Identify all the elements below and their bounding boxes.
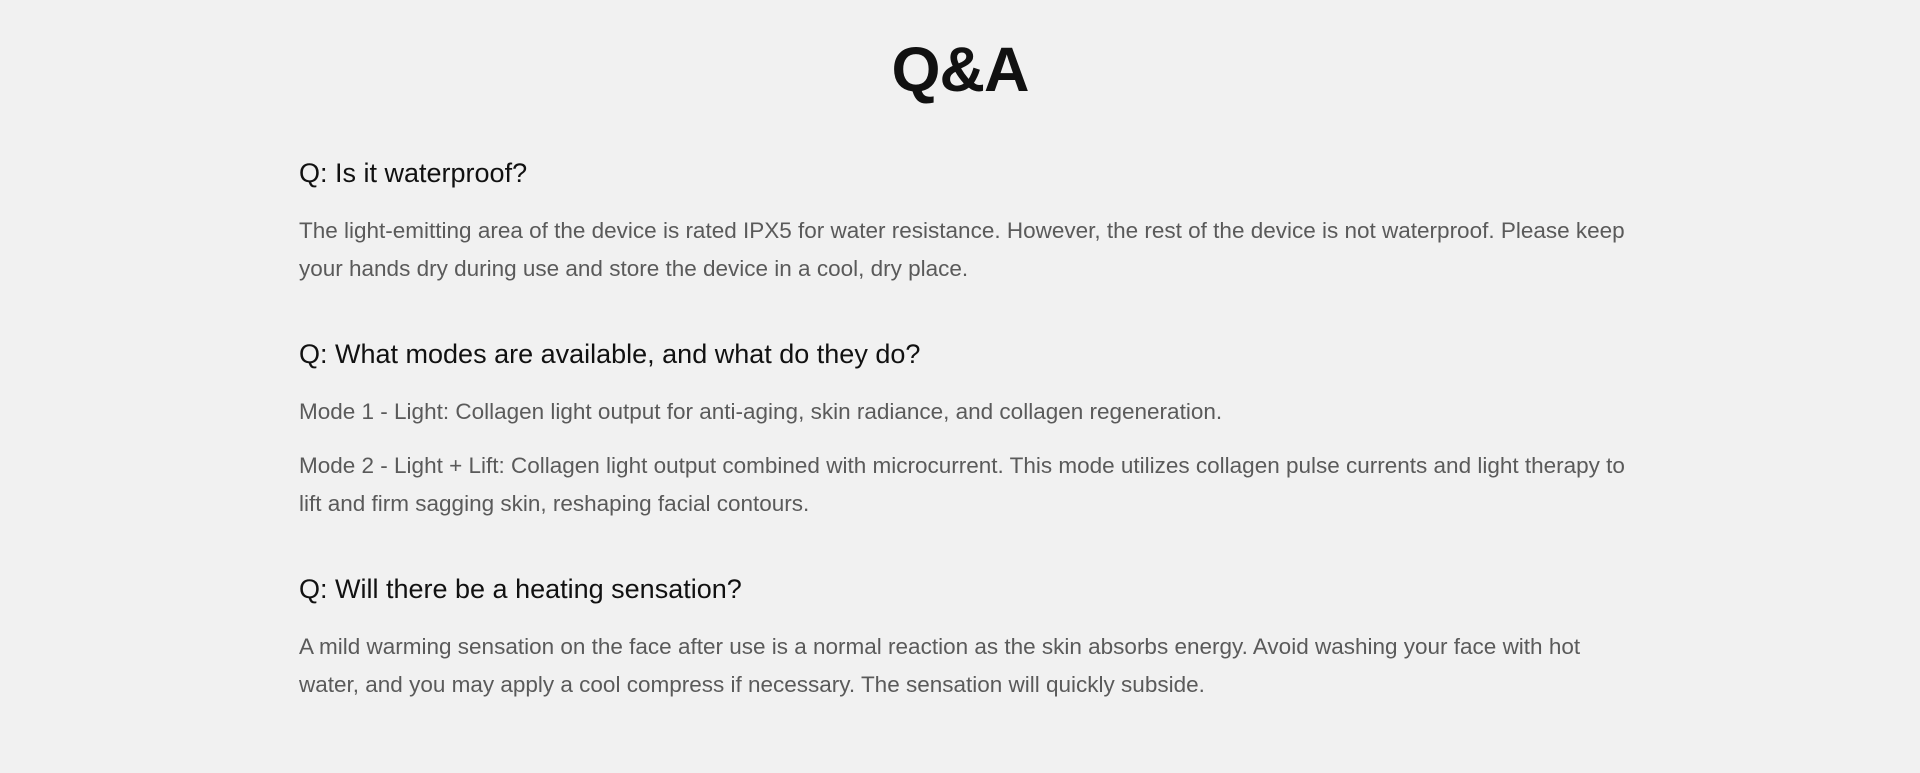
answer-mode-2: Mode 2 - Light + Lift: Collagen light output combined with microcurrent. This mode utilizes collagen pulse currents and light therapy to lift and firm sagging skin, reshaping facial contours. [299, 453, 1625, 516]
question-heating: Q: Will there be a heating sensation? [299, 574, 742, 604]
question-modes: Q: What modes are available, and what do they do? [299, 339, 921, 369]
qa-item-waterproof [299, 155, 1629, 288]
question-waterproof: Q: Is it waterproof? [299, 158, 528, 188]
qa-list [299, 155, 1629, 752]
qa-item-modes [299, 336, 1629, 523]
answer-heating: A mild warming sensation on the face after use is a normal reaction as the skin absorbs energy. Avoid washing your face with hot water, and you may apply a cool compress if necessary. The sensation will quickly subside. [299, 634, 1581, 697]
answer-waterproof: The light-emitting area of the device is rated IPX5 for water resistance. However, the rest of the device is not waterproof. Please keep your hands dry during use and store the device in a cool, dry place. [299, 218, 1625, 281]
qa-item-heating [299, 571, 1629, 704]
page-title: Q&A [891, 35, 1029, 105]
answer-mode-1: Mode 1 - Light: Collagen light output for anti-aging, skin radiance, and collagen regeneration. [299, 399, 1223, 424]
